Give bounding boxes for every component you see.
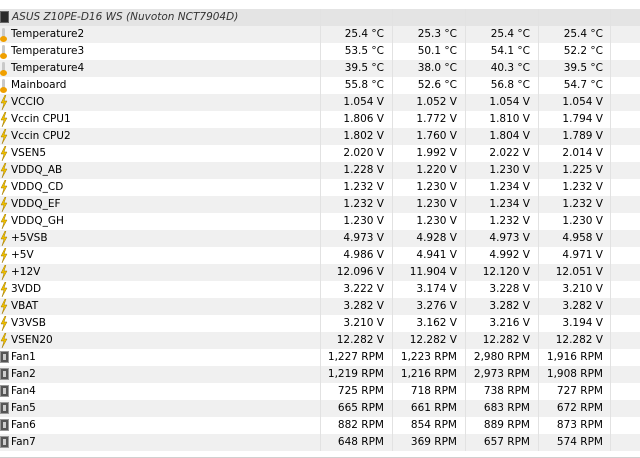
fan-icon	[0, 436, 9, 448]
value-current: 1.228 V	[343, 164, 384, 176]
value-minimum: 3.174 V	[416, 283, 457, 295]
voltage-icon	[0, 214, 8, 229]
value-minimum: 1.052 V	[416, 96, 457, 108]
sensor-label: Temperature4	[11, 62, 85, 74]
value-current: 12.096 V	[336, 266, 384, 278]
value-average: 574 RPM	[556, 436, 603, 448]
value-minimum: 25.3 °C	[417, 28, 457, 40]
value-maximum: 683 RPM	[483, 402, 530, 414]
voltage-icon	[0, 316, 8, 331]
sensor-label: +5V	[11, 249, 34, 261]
sensor-label: Fan2	[11, 368, 36, 380]
sensor-label: Fan5	[11, 402, 36, 414]
value-maximum: 12.120 V	[482, 266, 530, 278]
voltage-icon	[0, 129, 8, 144]
value-current: 882 RPM	[337, 419, 384, 431]
fan-icon	[0, 419, 9, 431]
value-average: 39.5 °C	[563, 62, 603, 74]
value-maximum: 738 RPM	[483, 385, 530, 397]
value-current: 3.282 V	[343, 300, 384, 312]
value-average: 727 RPM	[556, 385, 603, 397]
value-maximum: 889 RPM	[483, 419, 530, 431]
voltage-icon	[0, 112, 8, 127]
value-maximum: 3.228 V	[489, 283, 530, 295]
thermometer-icon	[0, 27, 8, 42]
voltage-icon	[0, 163, 8, 178]
value-minimum: 369 RPM	[410, 436, 457, 448]
value-minimum: 52.6 °C	[417, 79, 457, 91]
sensor-row[interactable]	[0, 264, 640, 281]
voltage-icon	[0, 197, 8, 212]
sensor-label: Vccin CPU1	[11, 113, 71, 125]
value-average: 1,916 RPM	[546, 351, 603, 363]
value-minimum: 718 RPM	[410, 385, 457, 397]
sensor-row[interactable]	[0, 60, 640, 77]
value-current: 1.802 V	[343, 130, 384, 142]
value-current: 1,219 RPM	[327, 368, 384, 380]
value-current: 1.230 V	[343, 215, 384, 227]
value-minimum: 1.992 V	[416, 147, 457, 159]
value-maximum: 2.022 V	[489, 147, 530, 159]
value-average: 3.282 V	[562, 300, 603, 312]
value-current: 12.282 V	[336, 334, 384, 346]
sensor-label: Vccin CPU2	[11, 130, 71, 142]
value-current: 2.020 V	[343, 147, 384, 159]
voltage-icon	[0, 248, 8, 263]
value-minimum: 1,216 RPM	[400, 368, 457, 380]
value-current: 1,227 RPM	[327, 351, 384, 363]
sensor-label: VDDQ_AB	[11, 164, 63, 176]
value-maximum: 1.230 V	[489, 164, 530, 176]
value-maximum: 54.1 °C	[490, 45, 530, 57]
value-current: 39.5 °C	[344, 62, 384, 74]
value-average: 672 RPM	[556, 402, 603, 414]
sensor-label: VCCIO	[11, 96, 45, 108]
value-minimum: 3.162 V	[416, 317, 457, 329]
value-average: 2.014 V	[562, 147, 603, 159]
sensor-row[interactable]	[0, 230, 640, 247]
value-current: 665 RPM	[337, 402, 384, 414]
value-current: 1.806 V	[343, 113, 384, 125]
value-maximum: 1.054 V	[489, 96, 530, 108]
fan-icon	[0, 402, 9, 414]
value-average: 12.051 V	[555, 266, 603, 278]
value-current: 55.8 °C	[344, 79, 384, 91]
thermometer-icon	[0, 44, 8, 59]
value-average: 1,908 RPM	[546, 368, 603, 380]
sensor-label: 3VDD	[11, 283, 42, 295]
value-current: 3.210 V	[343, 317, 384, 329]
voltage-icon	[0, 95, 8, 110]
group-title: ASUS Z10PE-D16 WS (Nuvoton NCT7904D)	[12, 11, 239, 23]
sensor-row[interactable]	[0, 77, 640, 94]
value-current: 1.232 V	[343, 198, 384, 210]
value-average: 1.232 V	[562, 198, 603, 210]
voltage-icon	[0, 180, 8, 195]
value-current: 53.5 °C	[344, 45, 384, 57]
sensor-row[interactable]	[0, 400, 640, 417]
value-maximum: 2,980 RPM	[473, 351, 530, 363]
sensor-row[interactable]	[0, 247, 640, 264]
sensor-label: +5VSB	[11, 232, 48, 244]
sensor-label: VSEN5	[11, 147, 47, 159]
value-maximum: 1.804 V	[489, 130, 530, 142]
value-minimum: 1.772 V	[416, 113, 457, 125]
sensor-label: VDDQ_GH	[11, 215, 64, 227]
value-minimum: 661 RPM	[410, 402, 457, 414]
value-current: 725 RPM	[337, 385, 384, 397]
value-maximum: 1.234 V	[489, 198, 530, 210]
sensor-label: Temperature2	[11, 28, 85, 40]
value-maximum: 4.973 V	[489, 232, 530, 244]
value-maximum: 1.232 V	[489, 215, 530, 227]
value-maximum: 1.810 V	[489, 113, 530, 125]
sensor-row[interactable]	[0, 298, 640, 315]
fan-icon	[0, 385, 9, 397]
sensor-label: Temperature3	[11, 45, 85, 57]
sensor-row[interactable]	[0, 366, 640, 383]
value-minimum: 1.760 V	[416, 130, 457, 142]
value-average: 4.971 V	[562, 249, 603, 261]
fan-icon	[0, 351, 9, 363]
thermometer-icon	[0, 78, 8, 93]
value-average: 1.225 V	[562, 164, 603, 176]
sensor-row[interactable]	[0, 315, 640, 332]
value-maximum: 3.282 V	[489, 300, 530, 312]
sensor-label: +12V	[11, 266, 41, 278]
sensor-row[interactable]	[0, 43, 640, 60]
sensor-row[interactable]	[0, 417, 640, 434]
value-average: 3.194 V	[562, 317, 603, 329]
value-minimum: 1.230 V	[416, 198, 457, 210]
sensor-label: VBAT	[11, 300, 39, 312]
value-minimum: 1.220 V	[416, 164, 457, 176]
sensor-row[interactable]	[0, 349, 640, 366]
sensor-row[interactable]	[0, 383, 640, 400]
value-maximum: 25.4 °C	[490, 28, 530, 40]
value-maximum: 2,973 RPM	[473, 368, 530, 380]
value-current: 1.232 V	[343, 181, 384, 193]
voltage-icon	[0, 282, 8, 297]
sensor-row[interactable]	[0, 332, 640, 349]
sensor-label: Fan1	[11, 351, 36, 363]
thermometer-icon	[0, 61, 8, 76]
voltage-icon	[0, 299, 8, 314]
voltage-icon	[0, 265, 8, 280]
fan-icon	[0, 368, 9, 380]
sensor-row[interactable]	[0, 26, 640, 43]
sensor-row[interactable]	[0, 196, 640, 213]
sensor-label: Mainboard	[11, 79, 67, 91]
voltage-icon	[0, 333, 8, 348]
value-maximum: 56.8 °C	[490, 79, 530, 91]
value-maximum: 12.282 V	[482, 334, 530, 346]
sensor-group-header[interactable]	[0, 9, 640, 26]
value-current: 25.4 °C	[344, 28, 384, 40]
value-minimum: 854 RPM	[410, 419, 457, 431]
value-average: 54.7 °C	[563, 79, 603, 91]
sensor-row[interactable]	[0, 111, 640, 128]
sensor-row[interactable]	[0, 213, 640, 230]
sensor-label: Fan6	[11, 419, 36, 431]
value-minimum: 11.904 V	[409, 266, 457, 278]
sensor-row[interactable]	[0, 128, 640, 145]
value-minimum: 1.230 V	[416, 215, 457, 227]
value-average: 1.054 V	[562, 96, 603, 108]
value-maximum: 1.234 V	[489, 181, 530, 193]
sensor-row[interactable]	[0, 434, 640, 451]
sensor-label: VSEN20	[11, 334, 53, 346]
value-current: 648 RPM	[337, 436, 384, 448]
value-maximum: 40.3 °C	[490, 62, 530, 74]
voltage-icon	[0, 146, 8, 161]
value-maximum: 657 RPM	[483, 436, 530, 448]
value-current: 3.222 V	[343, 283, 384, 295]
value-average: 873 RPM	[556, 419, 603, 431]
value-minimum: 1,223 RPM	[400, 351, 457, 363]
value-average: 4.958 V	[562, 232, 603, 244]
sensor-row[interactable]	[0, 179, 640, 196]
sensor-row[interactable]	[0, 162, 640, 179]
sensor-label: VDDQ_CD	[11, 181, 64, 193]
value-average: 25.4 °C	[563, 28, 603, 40]
sensor-label: VDDQ_EF	[11, 198, 61, 210]
sensor-label: Fan7	[11, 436, 36, 448]
value-average: 3.210 V	[562, 283, 603, 295]
value-average: 52.2 °C	[563, 45, 603, 57]
sensor-row[interactable]	[0, 94, 640, 111]
value-minimum: 50.1 °C	[417, 45, 457, 57]
voltage-icon	[0, 231, 8, 246]
value-minimum: 4.941 V	[416, 249, 457, 261]
sensor-label: Fan4	[11, 385, 36, 397]
value-minimum: 1.230 V	[416, 181, 457, 193]
chip-icon	[0, 11, 9, 23]
value-average: 1.794 V	[562, 113, 603, 125]
value-current: 4.986 V	[343, 249, 384, 261]
value-current: 1.054 V	[343, 96, 384, 108]
value-average: 1.789 V	[562, 130, 603, 142]
value-average: 12.282 V	[555, 334, 603, 346]
sensor-row[interactable]	[0, 145, 640, 162]
value-average: 1.232 V	[562, 181, 603, 193]
value-maximum: 3.216 V	[489, 317, 530, 329]
value-minimum: 3.276 V	[416, 300, 457, 312]
value-average: 1.230 V	[562, 215, 603, 227]
value-current: 4.973 V	[343, 232, 384, 244]
sensor-row[interactable]	[0, 281, 640, 298]
value-minimum: 12.282 V	[409, 334, 457, 346]
value-maximum: 4.992 V	[489, 249, 530, 261]
value-minimum: 38.0 °C	[417, 62, 457, 74]
value-minimum: 4.928 V	[416, 232, 457, 244]
sensor-label: V3VSB	[11, 317, 46, 329]
